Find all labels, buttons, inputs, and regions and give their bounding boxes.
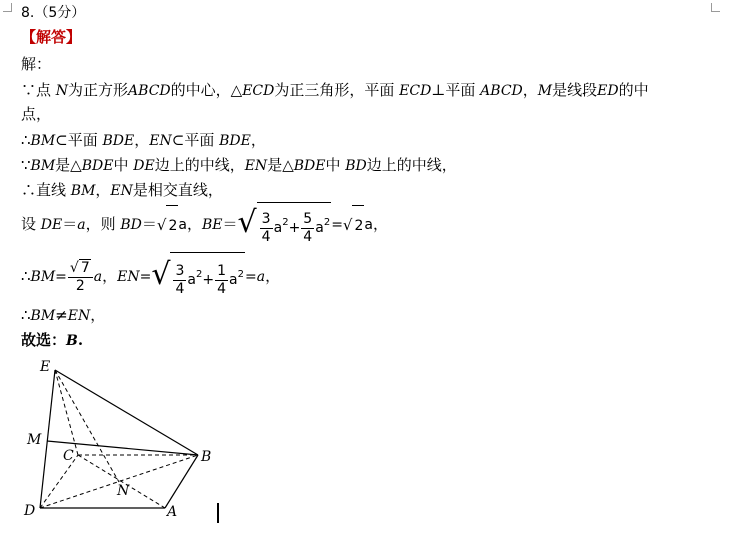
edge-EB (55, 370, 198, 455)
solution-label: 解： (21, 55, 52, 73)
text-cursor (217, 503, 219, 523)
line-8: ∴BM≠EN， (21, 306, 106, 324)
edge-AB (165, 455, 198, 508)
label-A: A (167, 504, 178, 520)
sqrt-2: √ 2 (157, 205, 178, 246)
label-E: E (40, 359, 51, 375)
line-5: ∴直线 BM，EN是相交直线， (21, 181, 223, 199)
sqrt-2b: √ 2 (343, 205, 364, 246)
sqrt-en: √ $\frac{3}{4}$ $a^2+$ $\frac{1}{4}$ $a^2$ (151, 252, 245, 302)
sqrt-be: √ $\frac{3}{4}$ $a^2+$ $\frac{5}{4}$ $a^2$ (238, 202, 332, 248)
label-D: D (24, 503, 36, 519)
label-B: B (201, 449, 212, 465)
line-2: 点， (21, 105, 52, 123)
line-1: ∵点 N为正方形ABCD的中心，△ECD为正三角形，平面 ECD⊥平面 ABCD，M是线段ED的中 (21, 81, 649, 99)
edge-EN (55, 370, 119, 482)
question-header: 8.（5分） (21, 5, 86, 21)
line-4: ∵BM是△BDE中 DE边上的中线，EN是△BDE中 BD边上的中线， (21, 156, 457, 174)
line-7: ∴BM= $\frac{√ 7}{2}$ a，EN=√ $\frac{3}{4}$ $a^2+$ $\frac{1}{4}$ $a^2=a$， (21, 252, 280, 302)
line-9: 故选：B. (21, 331, 84, 349)
label-M: M (27, 432, 42, 448)
line-3: ∴BM⊂平面 BDE，EN⊂平面 BDE， (21, 131, 266, 149)
label-C: C (63, 448, 74, 464)
label-N: N (117, 483, 130, 499)
edge-CA (78, 455, 165, 508)
edge-ED (40, 370, 55, 508)
answer-tag: 【解答】 (21, 28, 82, 46)
line-6: 设 DE＝a，则 BD＝√ 2a，BE＝√ $\frac{3}{4}$ $a^2+$ $\frac{5}{4}$ $a^2=√$ 2a， (21, 202, 388, 248)
